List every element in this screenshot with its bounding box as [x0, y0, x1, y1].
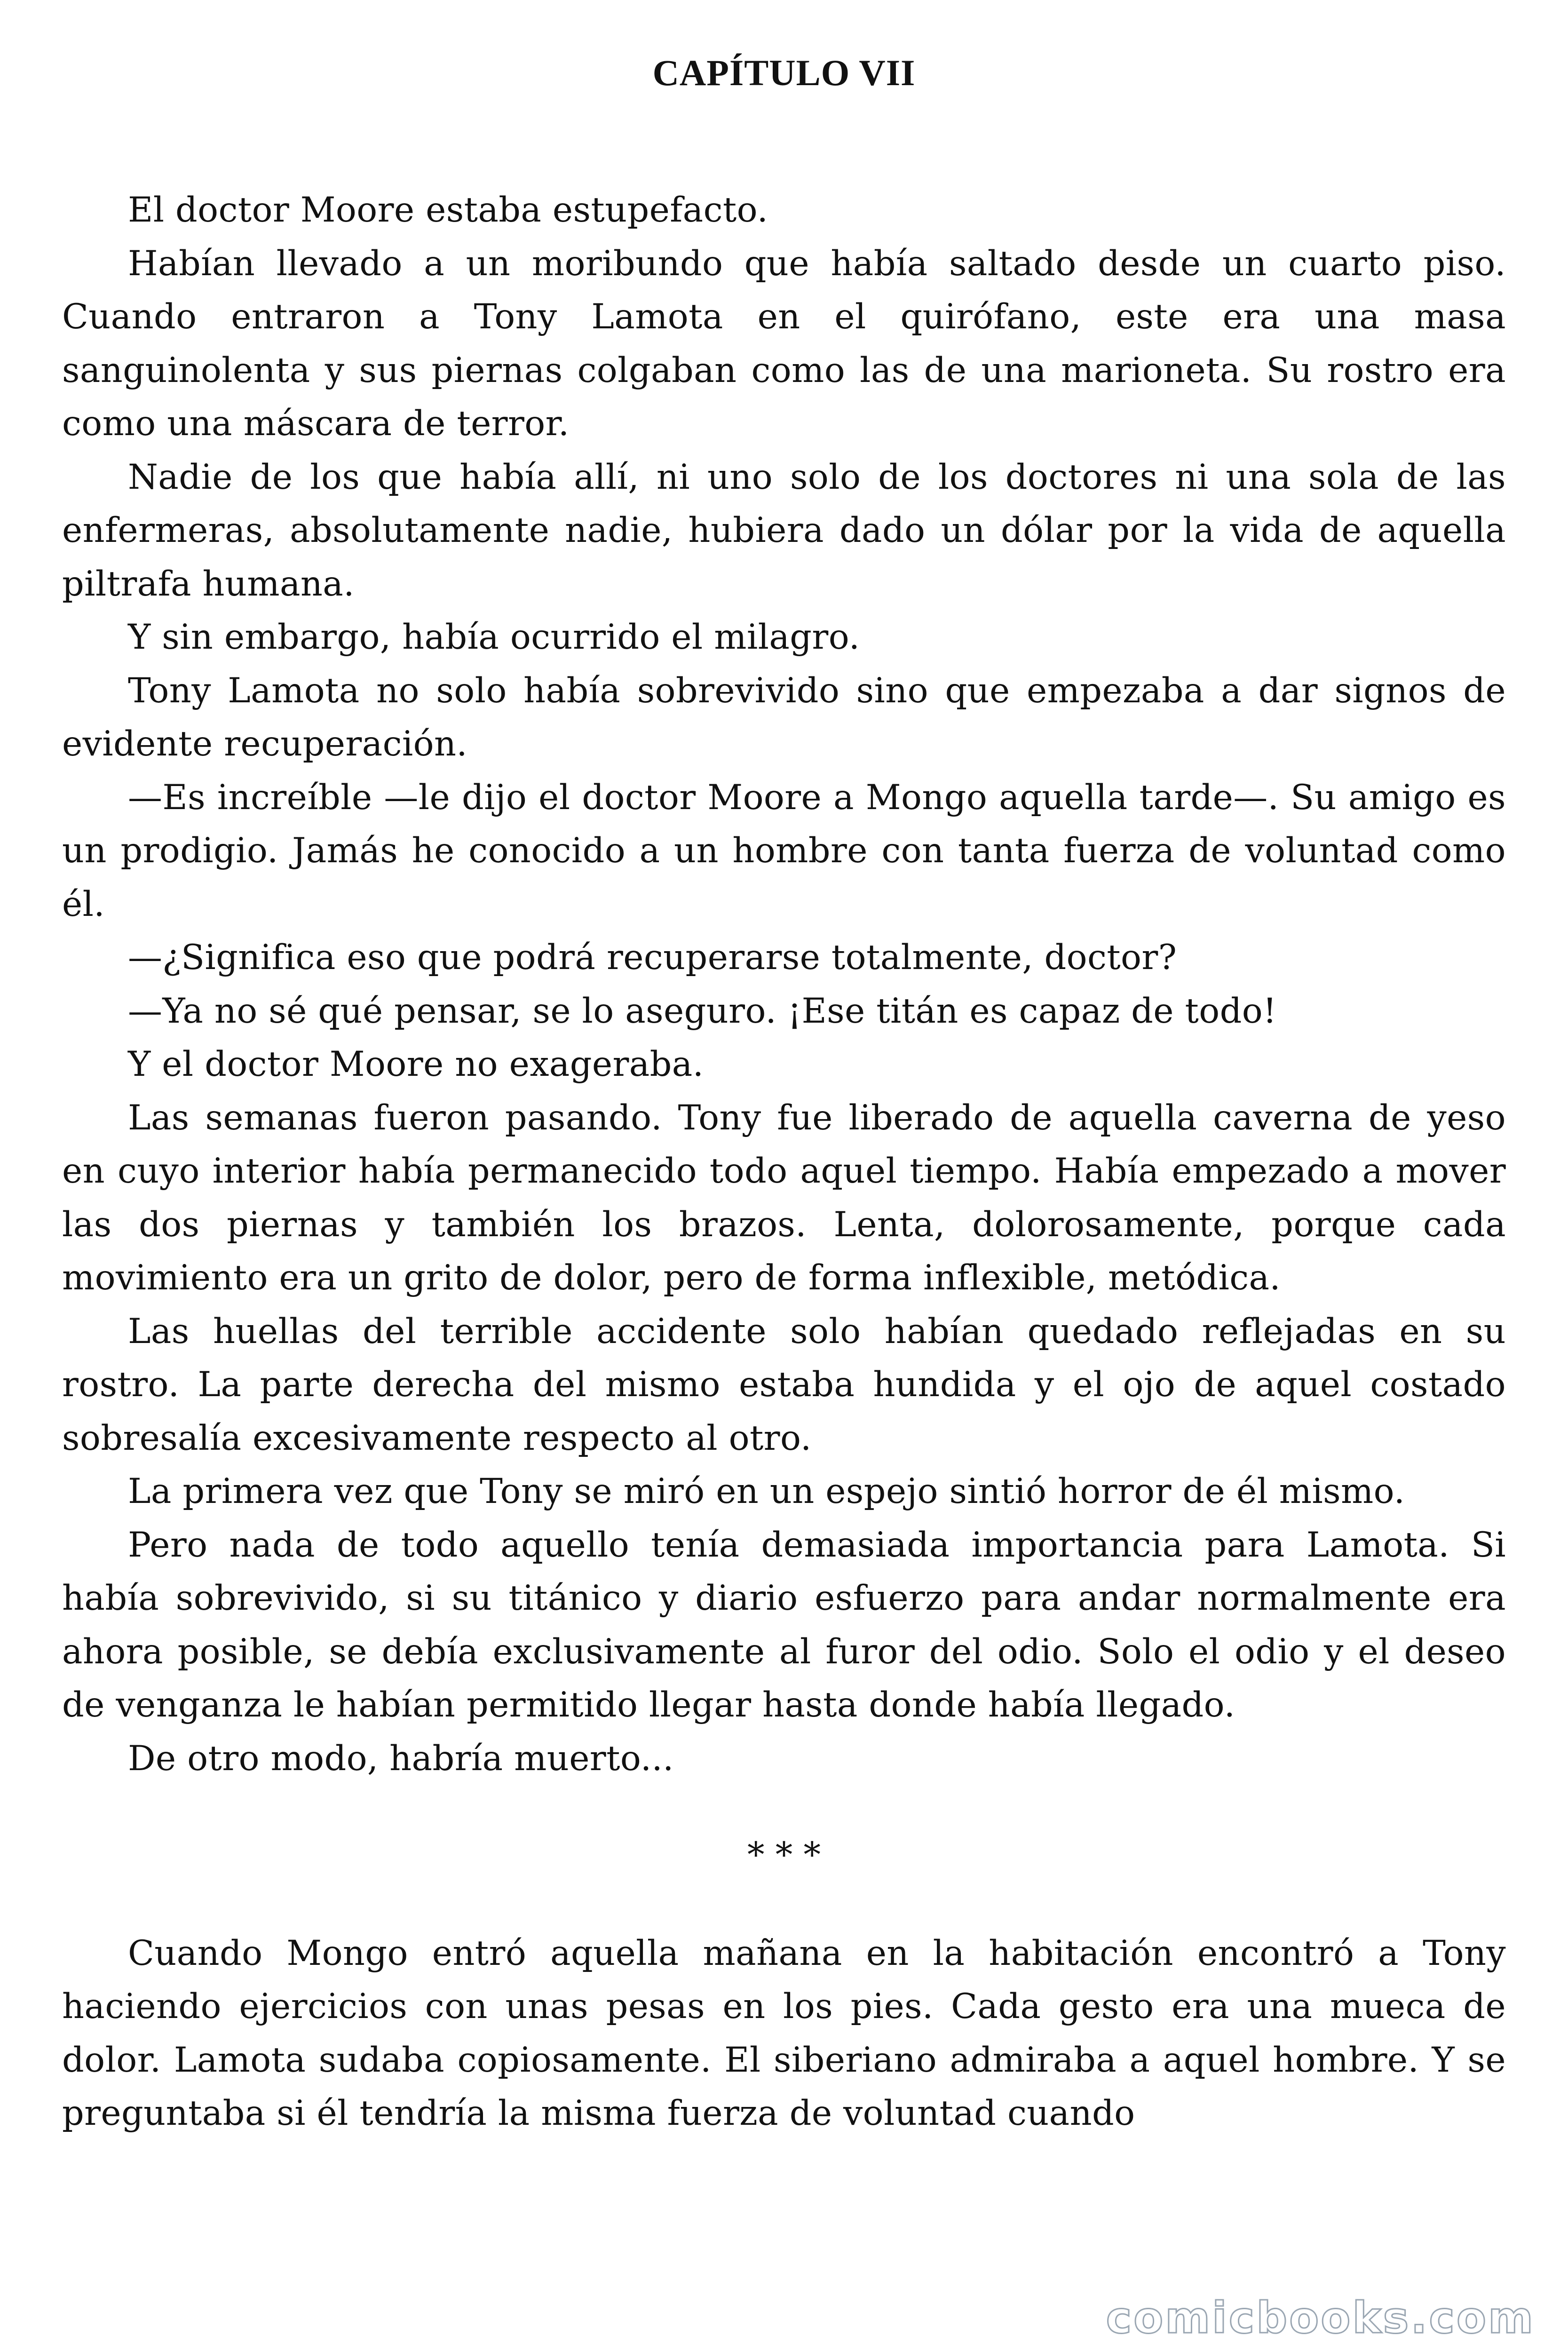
paragraph: Las huellas del terrible accidente solo habían quedado reflejadas en su rostro. La parte derecha del mismo estaba hundida y el ojo de aquel costado sobresalía excesivamente respecto al otro. — [62, 1311, 1506, 1458]
paragraph: —¿Significa eso que podrá recuperarse totalmente, doctor? — [128, 938, 1177, 977]
paragraph: Tony Lamota no solo había sobrevivido sino que empezaba a dar signos de evidente recuperación. — [62, 670, 1506, 764]
paragraph: El doctor Moore estaba estupefacto. — [128, 190, 768, 230]
paragraph: Las semanas fueron pasando. Tony fue liberado de aquella caverna de yeso en cuyo interior había permanecido todo aquel tiempo. Había empezado a mover las dos piernas y también los brazos. Lenta, dolorosamente, porque cada movimiento era un grito de dolor, pero de forma inflexible, metódica. — [62, 1097, 1506, 1298]
paragraph: Y sin embargo, había ocurrido el milagro. — [128, 617, 860, 657]
paragraph: Y el doctor Moore no exageraba. — [128, 1044, 704, 1084]
watermark: comicbooks.com — [1106, 2293, 1535, 2343]
scene-break: * * * — [747, 1835, 821, 1875]
paragraph: Nadie de los que había allí, ni uno solo de los doctores ni una sola de las enfermeras, absolutamente nadie, hubiera dado un dólar por la vida de aquella piltrafa humana. — [62, 457, 1506, 604]
paragraph: De otro modo, habría muerto... — [128, 1738, 674, 1779]
paragraph: Cuando Mongo entró aquella mañana en la habitación encontró a Tony haciendo ejercicios con unas pesas en los pies. Cada gesto era una mueca de dolor. Lamota sudaba copiosamente. El siberiano admiraba a aquel hombre. Y se preguntaba si él tendría la misma fuerza de voluntad cuando — [62, 1933, 1506, 2133]
section-1 — [62, 183, 1506, 1785]
paragraph: —Es increíble —le dijo el doctor Moore a Mongo aquella tarde—. Su amigo es un prodigio. Jamás he conocido a un hombre con tanta fuerza de voluntad como él. — [62, 777, 1506, 924]
paragraph: Pero nada de todo aquello tenía demasiada importancia para Lamota. Si había sobrevivido, si su titánico y diario esfuerzo para andar normalmente era ahora posible, se debía exclusivamente al furor del odio. Solo el odio y el deseo de venganza le habían permitido llegar hasta donde había llegado. — [62, 1525, 1506, 1725]
paragraph: La primera vez que Tony se miró en un espejo sintió horror de él mismo. — [128, 1471, 1405, 1511]
paragraph: —Ya no sé qué pensar, se lo aseguro. ¡Ese titán es capaz de todo! — [128, 991, 1277, 1031]
chapter-title: CAPÍTULO VII — [652, 52, 916, 93]
paragraph: Habían llevado a un moribundo que había saltado desde un cuarto piso. Cuando entraron a Tony Lamota en el quirófano, este era una masa sanguinolenta y sus piernas colgaban como las de una marioneta. Su rostro era como una máscara de terror. — [62, 243, 1506, 444]
section-2 — [62, 1927, 1506, 2140]
